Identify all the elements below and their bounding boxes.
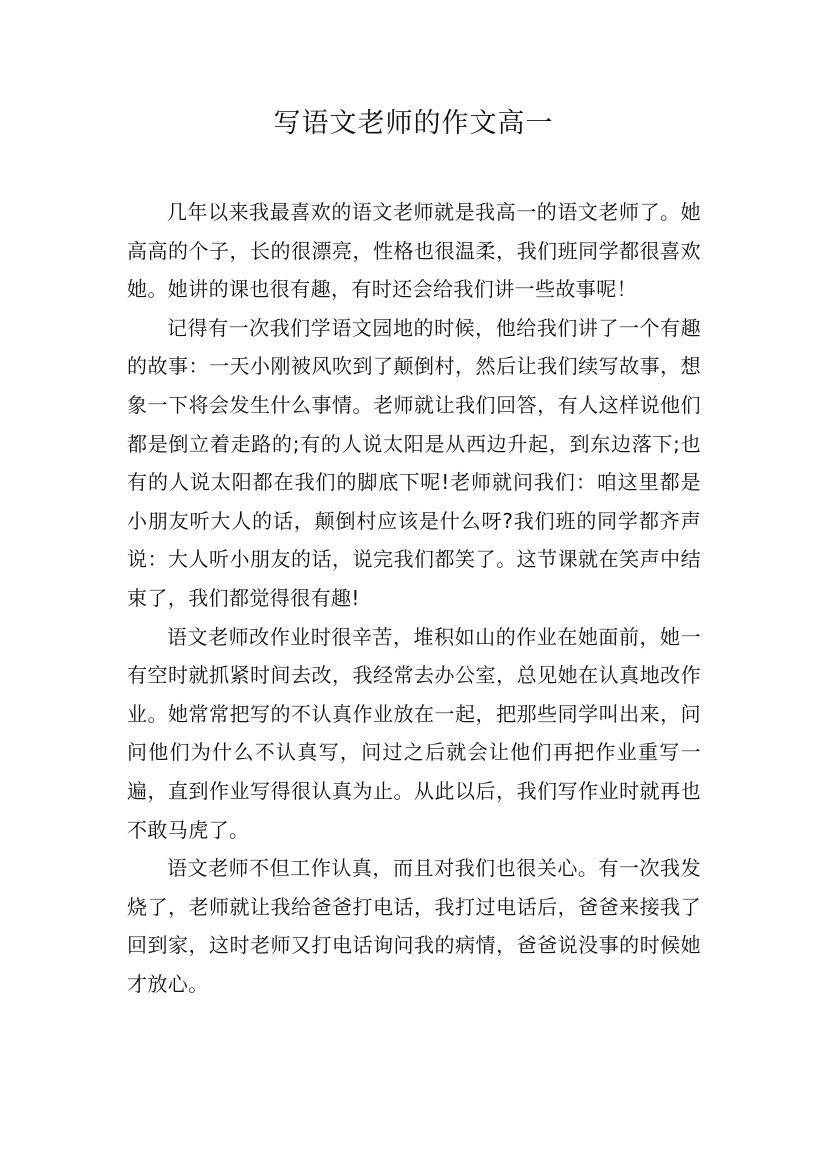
paragraph-3: 语文老师改作业时很辛苦，堆积如山的作业在她面前，她一有空时就抓紧时间去改，我经常去办公室，总见她在认真地改作业。她常常把写的不认真作业放在一起，把那些同学叫出来，问问他们为什么不认真写，问过之后就会让他们再把作业重写一遍，直到作业写得很认真为止。从此以后，我们写作业时就再也不敢马虎了。 bbox=[127, 624, 701, 842]
paragraph-4: 语文老师不但工作认真，而且对我们也很关心。有一次我发烧了，老师就让我给爸爸打电话，我打过电话后，爸爸来接我了回到家，这时老师又打电话询问我的病情，爸爸说没事的时候她才放心。 bbox=[127, 856, 701, 996]
paragraph-2: 记得有一次我们学语文园地的时候，他给我们讲了一个有趣的故事：一天小刚被风吹到了颠倒村，然后让我们续写故事，想象一下将会发生什么事情。老师就让我们回答，有人这样说他们都是倒立着走路的;有的人说太阳是从西边升起，到东边落下;也有的人说太阳都在我们的脚底下呢!老师就问我们：咱这里都是小朋友听大人的话，颠倒村应该是什么呀?我们班的同学都齐声说：大人听小朋友的话，说完我们都笑了。这节课就在笑声中结束了，我们都觉得很有趣! bbox=[127, 315, 701, 610]
paragraph-1: 几年以来我最喜欢的语文老师就是我高一的语文老师了。她高高的个子，长的很漂亮，性格也很温柔，我们班同学都很喜欢她。她讲的课也很有趣，有时还会给我们讲一些故事呢！ bbox=[127, 200, 701, 302]
document-body bbox=[127, 193, 701, 1003]
document-title: 写语文老师的作文高一 bbox=[273, 108, 554, 139]
